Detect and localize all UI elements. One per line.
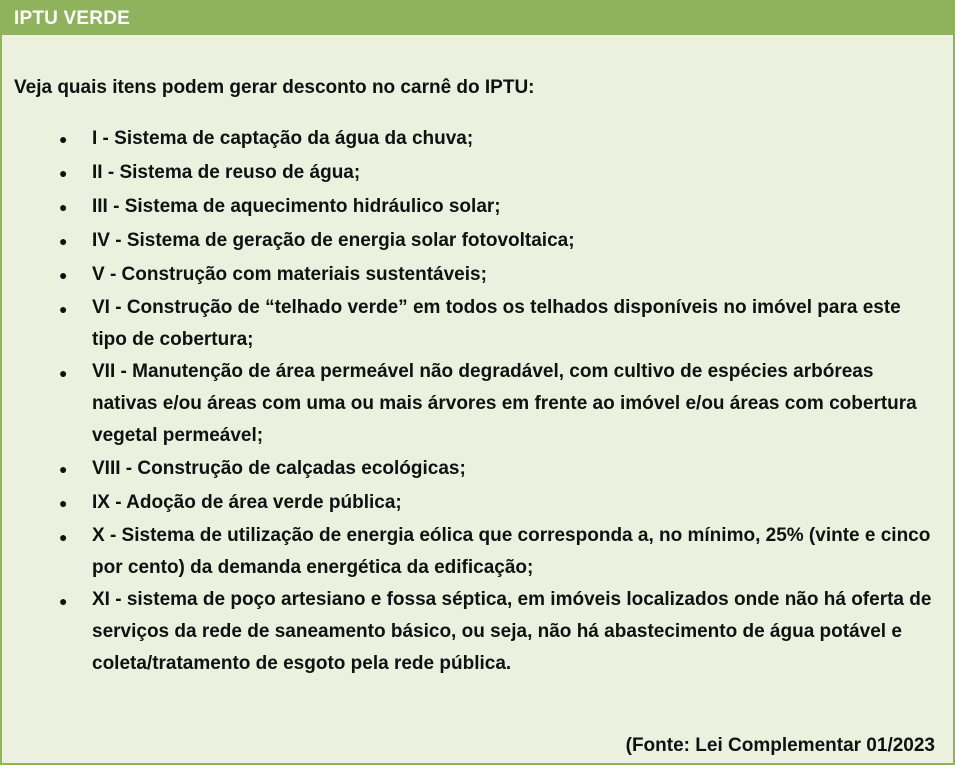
bullet-icon: ● <box>59 301 68 317</box>
bullet-icon: ● <box>59 267 68 283</box>
list-item <box>2 356 953 452</box>
list-item-text: VI - Construção de “telhado verde” em todos os telhados disponíveis no imóvel para este tipo de cobertura; <box>92 297 901 350</box>
list-item-text: IX - Adoção de área verde pública; <box>92 492 402 513</box>
intro-text: Veja quais itens podem gerar desconto no carnê do IPTU: <box>14 77 535 98</box>
list-item <box>2 122 953 156</box>
bullet-icon: ● <box>59 461 68 477</box>
list-item-text: VII - Manutenção de área permeável não degradável, com cultivo de espécies arbóreas nativas e/ou áreas com uma ou mais árvores em frente ao imóvel e/ou áreas com cobertura vegetal permeável; <box>92 361 917 446</box>
box-header <box>2 2 953 35</box>
source-citation: (Fonte: Lei Complementar 01/2023 <box>625 735 935 756</box>
bullet-icon: ● <box>59 233 68 249</box>
box-title: IPTU VERDE <box>14 8 131 29</box>
bullet-icon: ● <box>59 593 68 609</box>
bullet-icon: ● <box>59 131 68 147</box>
bullet-icon: ● <box>59 199 68 215</box>
bullet-icon: ● <box>59 365 68 381</box>
list-item <box>2 452 953 486</box>
list-item <box>2 156 953 190</box>
list-item-text: V - Construção com materiais sustentáveis; <box>92 264 487 285</box>
list-item-text: XI - sistema de poço artesiano e fossa séptica, em imóveis localizados onde não há oferta de serviços da rede de saneamento básico, ou seja, não há abastecimento de água potável e coleta/tratamento de esgoto pela rede pública. <box>92 589 932 674</box>
bullet-icon: ● <box>59 529 68 545</box>
list-item <box>2 224 953 258</box>
bullet-icon: ● <box>59 495 68 511</box>
bullet-icon: ● <box>59 165 68 181</box>
discount-items-list <box>2 122 953 680</box>
list-item <box>2 258 953 292</box>
list-item <box>2 190 953 224</box>
list-item-text: VIII - Construção de calçadas ecológicas; <box>92 458 466 479</box>
list-item-text: I - Sistema de captação da água da chuva; <box>92 128 474 149</box>
list-item <box>2 292 953 356</box>
list-item-text: II - Sistema de reuso de água; <box>92 162 361 183</box>
list-item <box>2 520 953 584</box>
list-item <box>2 584 953 680</box>
list-item-text: III - Sistema de aquecimento hidráulico solar; <box>92 196 501 217</box>
list-item-text: IV - Sistema de geração de energia solar fotovoltaica; <box>92 230 575 251</box>
list-item <box>2 486 953 520</box>
list-item-text: X - Sistema de utilização de energia eólica que corresponda a, no mínimo, 25% (vinte e cinco por cento) da demanda energética da edificação; <box>92 525 931 578</box>
